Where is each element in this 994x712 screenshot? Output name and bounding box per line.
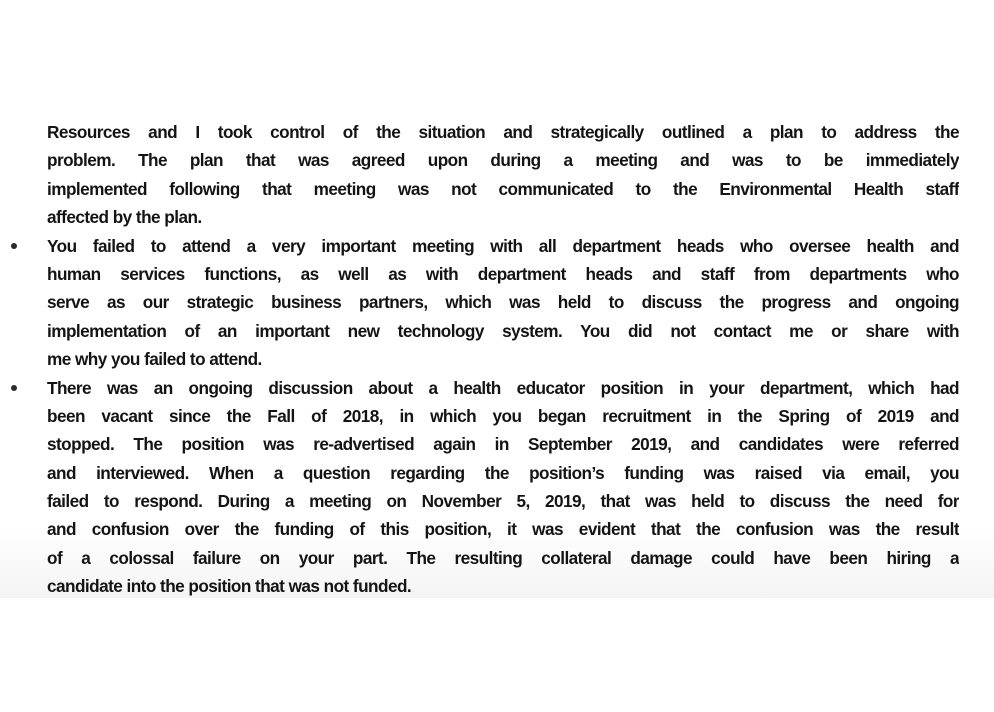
text-line: affected by the plan. <box>47 207 202 228</box>
document-body <box>47 118 959 601</box>
bullet-icon <box>11 243 17 249</box>
paragraph-continuation <box>47 118 959 232</box>
text-line: There was an ongoing discussion about a health educator position in your department, which had <box>47 377 959 398</box>
bullet-item-missed-meeting <box>47 232 959 374</box>
text-line: You failed to attend a very important meeting with all department heads who oversee health and <box>47 235 959 256</box>
text-line: implemented following that meeting was not communicated to the Environmental Health staff <box>47 178 959 199</box>
text-line: me why you failed to attend. <box>47 349 262 370</box>
bullet-item-health-educator <box>47 374 959 601</box>
text-line: Resources and I took control of the situation and strategically outlined a plan to address the <box>47 122 959 142</box>
text-line: human services functions, as well as with department heads and staff from departments who <box>47 263 959 284</box>
text-line: serve as our strategic business partners, which was held to discuss the progress and ongoing <box>47 292 959 313</box>
text-line: problem. The plan that was agreed upon during a meeting and was to be immediately <box>47 150 959 171</box>
text-line: and confusion over the funding of this position, it was evident that the confusion was the result <box>47 519 959 540</box>
text-line: stopped. The position was re-advertised again in September 2019, and candidates were referred <box>47 434 959 455</box>
text-line: been vacant since the Fall of 2018, in which you began recruitment in the Spring of 2019 and <box>47 405 959 426</box>
text-line: failed to respond. During a meeting on November 5, 2019, that was held to discuss the need for <box>47 491 959 512</box>
bullet-icon <box>11 385 17 391</box>
text-line: implementation of an important new technology system. You did not contact me or share with <box>47 320 959 341</box>
text-line: candidate into the position that was not funded. <box>47 576 412 597</box>
text-line: and interviewed. When a question regarding the position’s funding was raised via email, you <box>47 462 959 483</box>
text-line: of a colossal failure on your part. The resulting collateral damage could have been hiring a <box>47 547 959 568</box>
